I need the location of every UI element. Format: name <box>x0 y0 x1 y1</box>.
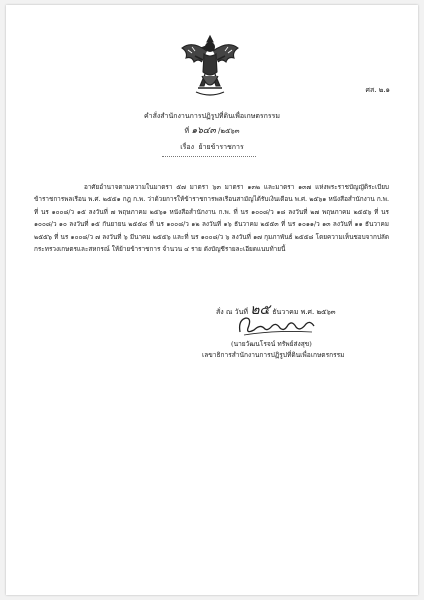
issue-prefix: สั่ง ณ วันที่ <box>216 308 248 316</box>
form-code: ศส. ๒.๑ <box>365 86 390 94</box>
subject-line <box>6 142 418 152</box>
order-number: ๑๖๔๓ <box>191 126 216 136</box>
issue-month-year: ธันวาคม พ.ศ. ๒๕๖๓ <box>272 308 336 316</box>
subject-label: เรื่อง <box>180 143 195 151</box>
issue-day: ๒๕ <box>250 302 271 318</box>
signer-name: (นายวัฒนโรจน์ ทรัพย์ส่งสุข) <box>231 340 312 348</box>
document-page <box>6 5 418 595</box>
order-year: /๒๕๖๓ <box>217 127 240 135</box>
order-title: คำสั่งสำนักงานการปฏิรูปที่ดินเพื่อเกษตรกรรม <box>143 112 281 120</box>
subject: ย้ายข้าราชการ <box>198 143 244 151</box>
divider <box>162 156 256 157</box>
order-body <box>34 181 389 255</box>
signer-position: เลขาธิการสำนักงานการปฏิรูปที่ดินเพื่อเกษตรกรรม <box>202 351 345 359</box>
garuda-emblem-icon <box>178 32 242 100</box>
order-number-line <box>6 126 418 136</box>
order-number-prefix: ที่ <box>184 127 190 135</box>
signature-mark <box>234 310 322 340</box>
body-paragraph: อาศัยอำนาจตามความในมาตรา ๕๗ มาตรา ๖๓ มาตรา ๑๓๒ และมาตรา ๑๓๗ แห่งพระราชบัญญัติระเบียบข้าราชการพลเรือน พ.ศ. ๒๕๕๑ กฎ ก.พ. ว่าด้วยการให้ข้าราชการพลเรือนสามัญได้รับเงินเดือน พ.ศ. ๒๕๖๑ หนังสือสำนักงาน ก.พ. ที่ นร ๑๐๐๘/ว ๑๕ ลงวันที่ ๗ พฤษภาคม ๒๕๖๑ หนังสือสำนักงาน ก.พ. ที่ นร ๑๐๐๘/ว ๑๘ ลงวันที่ ๒๗ พฤษภาคม ๒๕๕๖ ที่ นร ๑๐๐๘/ว ๑๐ ลงวันที่ ๑๕ กันยายน ๒๕๕๘ ที่ นร ๑๐๐๘/ว ๑๒ ลงวันที่ ๑๖ ธันวาคม ๒๕๕๓ ที่ นร ๑๐๑๑/ว ๑๓ ลงวันที่ ๑๑ ธันวาคม ๒๕๕๖ ที่ นร ๑๐๐๘/ว ๗ ลงวันที่ ๖ มีนาคม ๒๕๕๖ และที่ นร ๑๐๐๘/ว ๖ ลงวันที่ ๑๗ กุมภาพันธ์ ๒๕๕๘ โดยความเห็นชอบจากปลัดกระทรวงเกษตรและสหกรณ์ ให้ย้ายข้าราชการ จำนวน ๔ ราย ดังบัญชีรายละเอียดแนบท้ายนี้ <box>34 183 389 254</box>
